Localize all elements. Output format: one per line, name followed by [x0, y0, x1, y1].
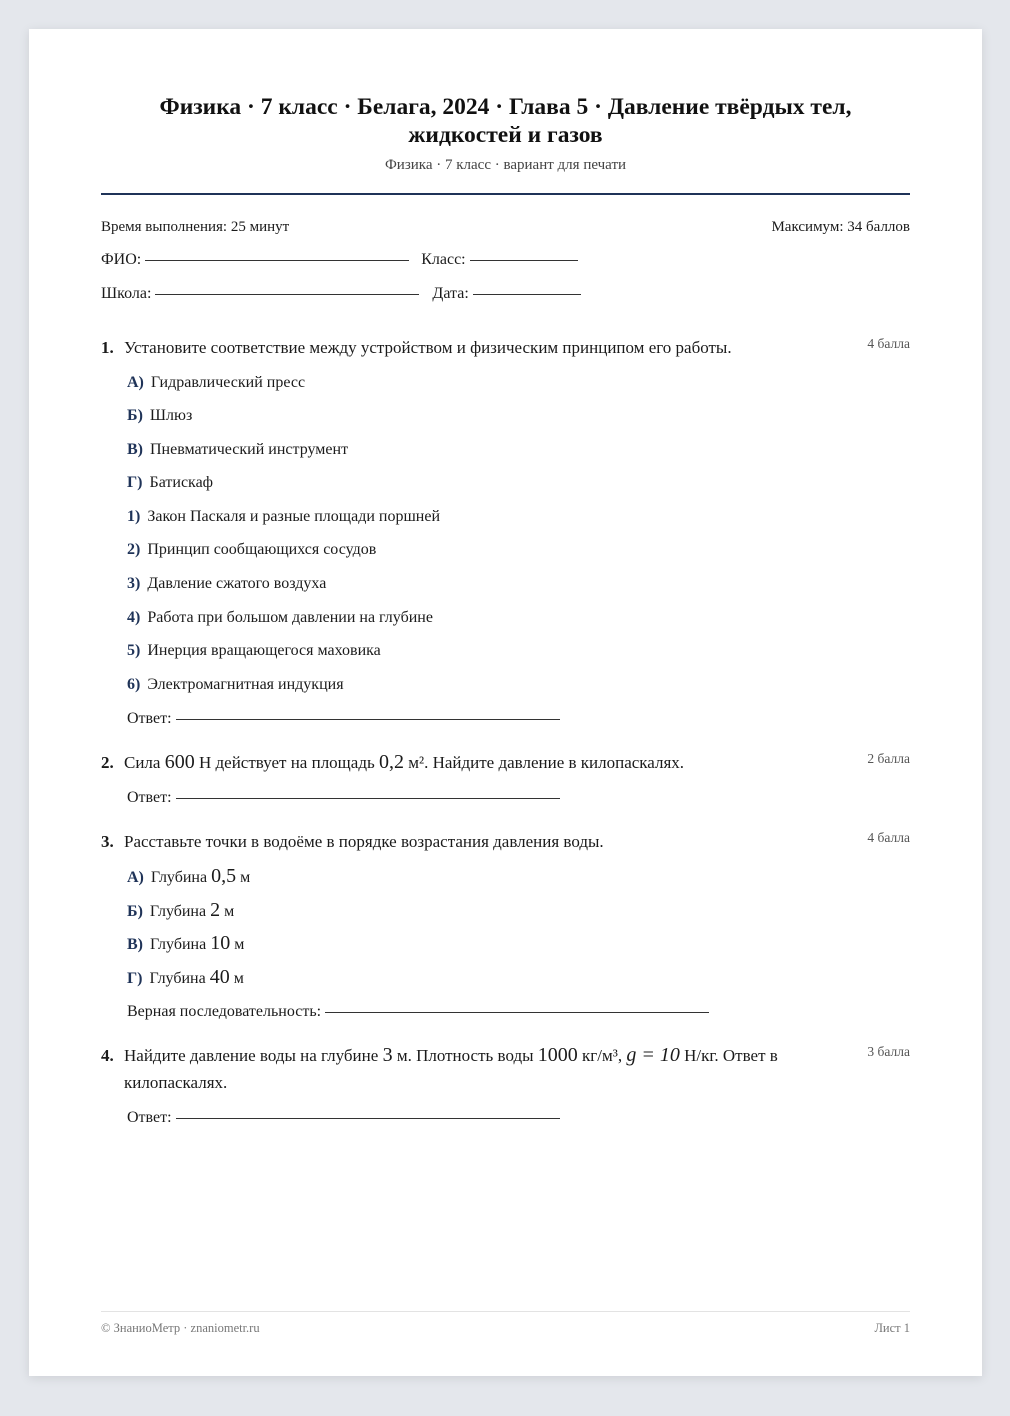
question-points: 3 балла: [867, 1044, 910, 1059]
option-text: Давление сжатого воздуха: [147, 575, 327, 592]
option-text: Работа при большом давлении на глубине: [147, 609, 433, 626]
option-mark: 4): [127, 609, 141, 626]
footer: [101, 1321, 910, 1336]
option-text: Глубина: [150, 936, 211, 953]
title-line-2: жидкостей и газов: [408, 122, 603, 148]
option-mark: А): [127, 374, 144, 391]
option-mark: В): [127, 936, 143, 953]
school-label: Школа:: [101, 285, 152, 302]
question-text-line-1: [124, 1042, 844, 1069]
option-unit: м: [220, 903, 235, 920]
option-mark: Б): [127, 903, 143, 920]
q4-answer-row: [127, 1109, 560, 1127]
option-text: Принцип сообщающихся сосудов: [147, 541, 377, 558]
fio-class-row: [101, 251, 578, 269]
q4-answer-input[interactable]: [176, 1117, 560, 1119]
option-mark: В): [127, 441, 143, 458]
question-number: 4.: [101, 1046, 114, 1065]
option-text: Гидравлический пресс: [150, 374, 306, 391]
option-unit: м: [229, 970, 244, 987]
option-text: Батискаф: [149, 474, 214, 491]
option-unit: м: [236, 869, 251, 886]
page-subtitle: Физика · 7 класс · вариант для печати: [384, 157, 627, 173]
question-number: 1.: [101, 338, 114, 357]
math-value: 2: [210, 899, 221, 921]
question-points: 2 балла: [867, 751, 910, 766]
math-value: 0,2: [378, 751, 404, 773]
text-part: Н/кг. Ответ в: [679, 1046, 778, 1065]
option-text: Электромагнитная индукция: [147, 676, 344, 693]
meta-row: [101, 219, 910, 236]
math-value: 10: [210, 932, 231, 954]
q1-answer-input[interactable]: [176, 718, 560, 720]
q3-option-v: [127, 932, 244, 955]
option-mark: А): [127, 869, 144, 886]
answer-label: Ответ:: [127, 1109, 172, 1126]
max-score: Максимум: 34 баллов: [771, 219, 910, 235]
question-2: [101, 749, 910, 776]
date-input[interactable]: [473, 293, 581, 295]
q3-sequence-input[interactable]: [325, 1011, 709, 1013]
text-part: Сила: [124, 753, 165, 772]
option-text: Шлюз: [149, 407, 193, 424]
q1-principle-4: [127, 609, 433, 627]
q1-principle-3: [127, 575, 326, 593]
option-mark: 1): [127, 508, 141, 525]
option-text: Глубина: [149, 970, 210, 987]
option-mark: Г): [127, 474, 143, 491]
question-points: 4 балла: [867, 830, 910, 845]
question-number: 2.: [101, 753, 114, 772]
option-unit: м: [230, 936, 245, 953]
q2-answer-row: [127, 789, 560, 807]
header-divider: [101, 193, 910, 195]
fio-label: ФИО:: [101, 251, 142, 268]
time-limit: Время выполнения: 25 минут: [101, 219, 290, 235]
option-mark: Г): [127, 970, 143, 987]
option-text: Закон Паскаля и разные площади поршней: [147, 508, 441, 525]
text-part: м. Плотность воды: [392, 1046, 538, 1065]
q2-answer-input[interactable]: [176, 797, 560, 799]
q1-principle-5: [127, 642, 381, 660]
question-text: Установите соответствие между устройством и физическим принципом его работы.: [124, 338, 732, 357]
q3-option-g: [127, 966, 244, 989]
school-date-row: [101, 285, 581, 303]
option-mark: 6): [127, 676, 141, 693]
footer-divider: [101, 1311, 910, 1312]
q3-option-a: [127, 865, 250, 888]
q1-answer-row: [127, 710, 560, 728]
school-input[interactable]: [155, 293, 419, 295]
text-part: кг/м³,: [577, 1046, 627, 1065]
q3-option-b: [127, 899, 234, 922]
q3-sequence-row: [127, 1003, 709, 1021]
footer-copyright: © ЗнаниоМетр · znaniometr.ru: [101, 1321, 260, 1335]
question-number: 3.: [101, 832, 114, 851]
math-value: 600: [164, 751, 195, 773]
option-text: Инерция вращающегося маховика: [147, 642, 381, 659]
text-part: Найдите давление воды на глубине: [124, 1046, 383, 1065]
question-3: [101, 828, 910, 855]
math-value: g = 10: [626, 1044, 680, 1066]
question-text: Расставьте точки в водоёме в порядке возрастания давления воды.: [124, 832, 604, 851]
option-mark: 2): [127, 541, 141, 558]
text-part: Н действует на площадь: [194, 753, 379, 772]
q1-option-a: [127, 374, 305, 392]
q1-option-b: [127, 407, 192, 425]
question-text: [124, 1042, 844, 1096]
question-points: 4 балла: [867, 336, 910, 351]
option-mark: Б): [127, 407, 143, 424]
fio-input[interactable]: [145, 259, 409, 261]
class-label: Класс:: [421, 251, 466, 268]
question-1: [101, 334, 910, 361]
q1-principle-2: [127, 541, 376, 559]
date-label: Дата:: [432, 285, 469, 302]
q1-option-v: [127, 441, 348, 459]
q1-principle-1: [127, 508, 440, 526]
math-value: 40: [209, 966, 230, 988]
text-part: м². Найдите давление в килопаскалях.: [403, 753, 685, 772]
option-mark: 3): [127, 575, 141, 592]
answer-label: Ответ:: [127, 710, 172, 727]
page-title: [101, 93, 910, 149]
option-text: Глубина: [150, 869, 212, 886]
worksheet-page: [29, 29, 982, 1376]
q1-option-g: [127, 474, 213, 492]
title-line-1: Физика · 7 класс · Белага, 2024 · Глава 5 · Давление твёрдых тел,: [159, 94, 852, 120]
math-value: 0,5: [211, 865, 237, 887]
question-text-line-2: килопаскалях.: [124, 1073, 228, 1092]
question-text: [124, 749, 844, 776]
class-input[interactable]: [470, 259, 578, 261]
math-value: 3: [382, 1044, 393, 1066]
q1-principle-6: [127, 676, 344, 694]
answer-label: Ответ:: [127, 789, 172, 806]
math-value: 1000: [537, 1044, 578, 1066]
option-text: Глубина: [149, 903, 211, 920]
option-mark: 5): [127, 642, 141, 659]
footer-page-number: Лист 1: [874, 1321, 910, 1335]
question-4: [101, 1042, 910, 1096]
option-text: Пневматический инструмент: [150, 441, 349, 458]
sequence-label: Верная последовательность:: [127, 1003, 322, 1020]
